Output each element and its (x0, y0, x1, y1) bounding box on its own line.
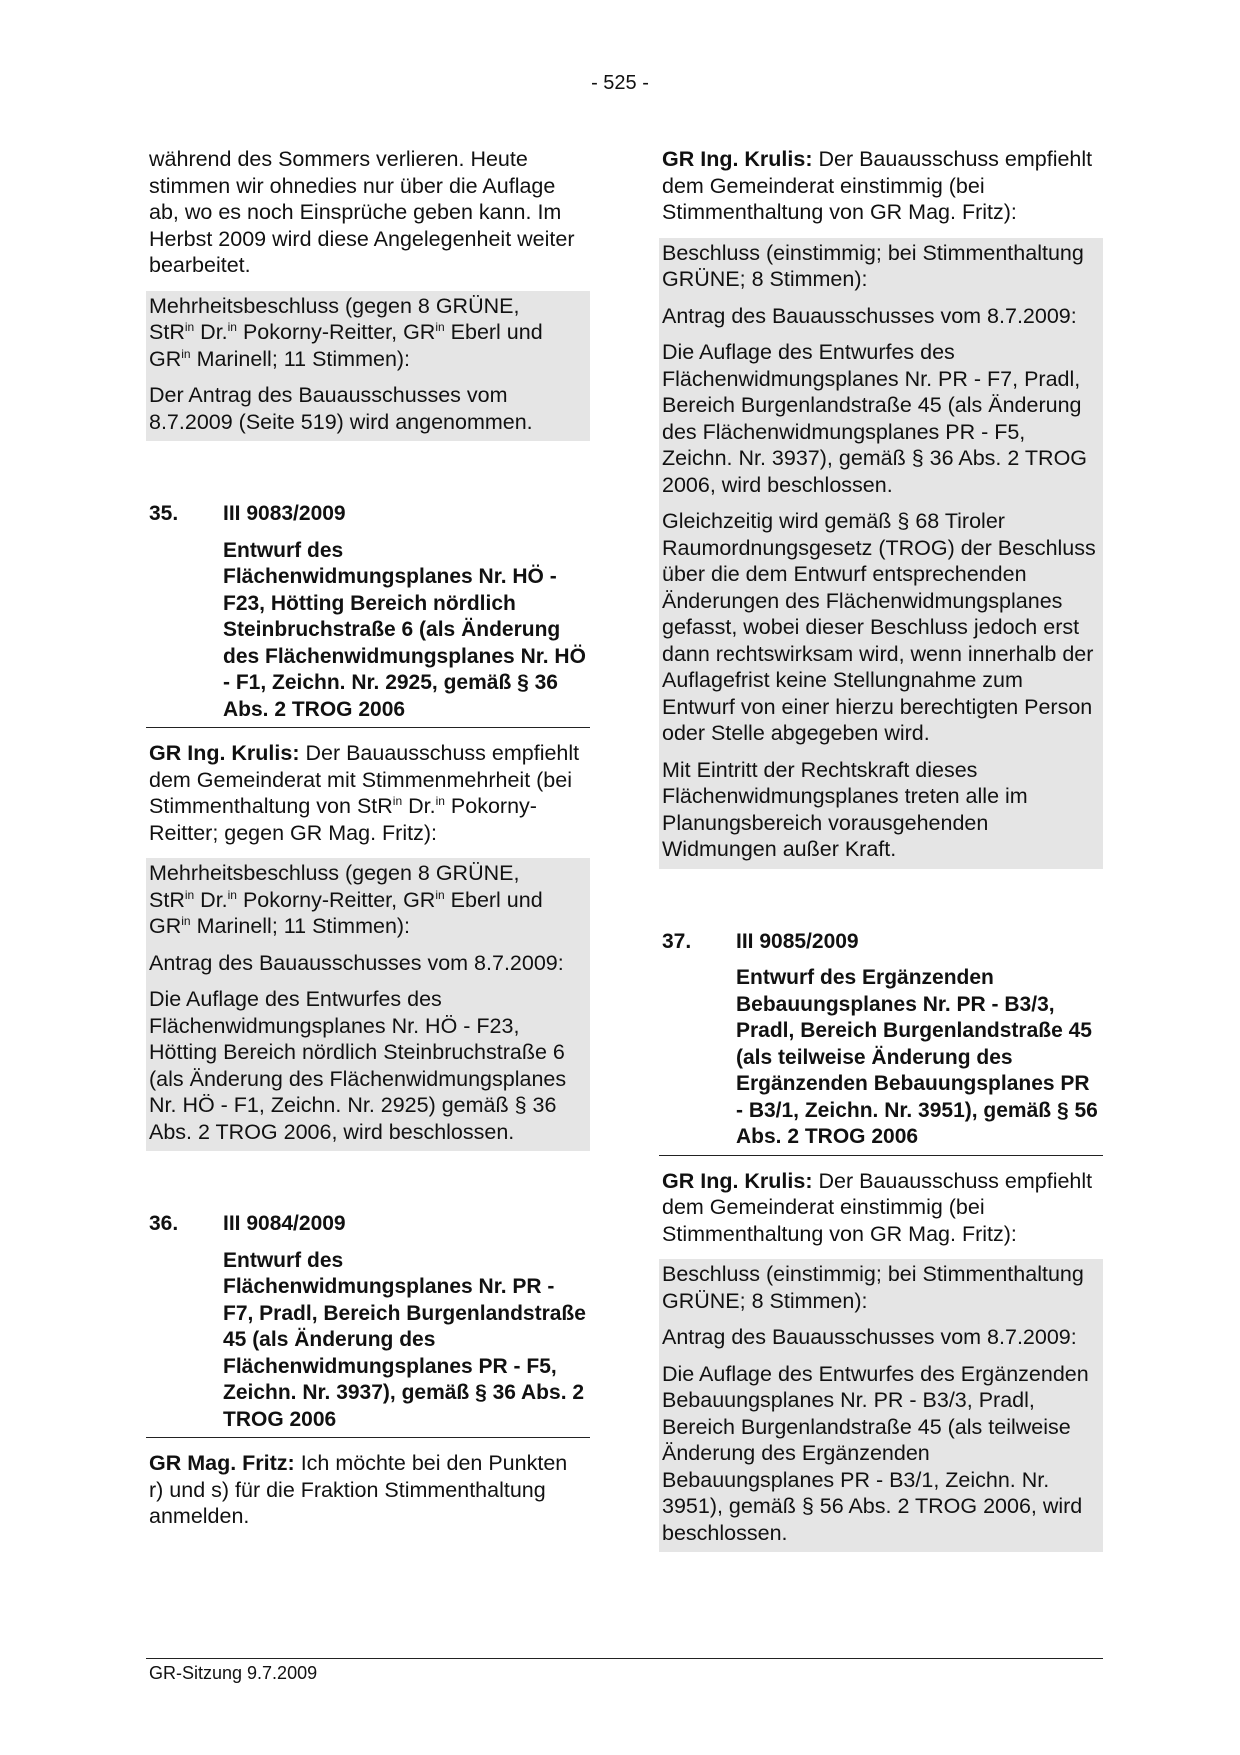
item-reference: III 9084/2009 (223, 1212, 346, 1235)
page-number: - 525 - (591, 72, 649, 94)
speaker-name: GR Mag. Fritz: (149, 1451, 295, 1475)
resolution-block (659, 1259, 1103, 1552)
decision-text: Die Auflage des Entwurfes des Ergänzenden Bebauungsplanes Nr. PR - B3/3, Pradl, Bereich Burgenlandstraße 45 (als teilweise Änderung des Ergänzenden Bebauungsplanes PR - B3/1, Zeichn. Nr. 3951), gemäß § 56 Abs. 2 TROG 2006, wird beschlossen. (662, 1361, 1089, 1545)
motion-text: Antrag des Bauausschusses vom 8.7.2009: (149, 950, 564, 975)
intro-paragraph: während des Sommers verlieren. Heute stimmen wir ohnedies nur über die Auflage ab, wo es noch Einsprüche geben kann. Im Herbst 2009 wird diese Angelegenheit weiter bearbeitet. (149, 147, 575, 277)
resolution-block (146, 858, 590, 1151)
speaker-name: GR Ing. Krulis: (662, 1168, 813, 1193)
item-number: 36. (149, 1212, 179, 1235)
item-title: Entwurf des Flächenwidmungsplanes Nr. HÖ - F23, Hötting Bereich nördlich Steinbruchstraße 6 (als Änderung des Flächenwidmungsplanes Nr. HÖ - F1, Zeichn. Nr. 2925, gemäß § 36 Abs. 2 TROG 2006 (146, 538, 590, 729)
speech-paragraph: GR Ing. Krulis: Der Bauausschuss empfiehlt dem Gemeinderat einstimmig (bei Stimmenthaltung von GR Mag. Fritz): (662, 147, 1093, 224)
item-title: Entwurf des Flächenwidmungsplanes Nr. PR - F7, Pradl, Bereich Burgenlandstraße 45 (als Änderung des Flächenwidmungsplanes PR - F5, Zeichn. Nr. 3937), gemäß § 36 Abs. 2 TROG 2006 (146, 1248, 590, 1439)
resolution-text: Der Antrag des Bauausschusses vom 8.7.2009 (Seite 519) wird angenommen. (149, 383, 533, 434)
speaker-name: GR Ing. Krulis: (662, 147, 813, 171)
left-column (146, 146, 590, 1542)
item-title: Entwurf des Ergänzenden Bebauungsplanes Nr. PR - B3/3, Pradl, Bereich Burgenlandstraße 45 (als teilweise Änderung des Ergänzenden Bebauungsplanes PR - B3/1, Zeichn. Nr. 3951), gemäß § 56 Abs. 2 TROG 2006 (659, 965, 1103, 1156)
item-number: 35. (149, 502, 179, 525)
motion-text: Antrag des Bauausschusses vom 8.7.2009: (662, 303, 1077, 328)
resolution-block (659, 238, 1103, 869)
decision-text: Die Auflage des Entwurfes des Flächenwidmungsplanes Nr. PR - F7, Pradl, Bereich Burgenlandstraße 45 (als Änderung des Flächenwidmungsplanes PR - F5, Zeichn. Nr. 3937), gemäß § 36 Abs. 2 TROG 2006, wird beschlossen. (662, 340, 1088, 497)
speaker-name: GR Ing. Krulis: (149, 741, 300, 765)
resolution-block-1 (146, 291, 590, 442)
footer-text: GR-Sitzung 9.7.2009 (149, 1663, 318, 1683)
speech-paragraph: GR Ing. Krulis: Der Bauausschuss empfiehlt dem Gemeinderat einstimmig (bei Stimmenthaltung von GR Mag. Fritz): (662, 1168, 1093, 1246)
decision-text-2: Gleichzeitig wird gemäß § 68 Tiroler Raumordnungsgesetz (TROG) der Beschluss über die dem Entwurf entsprechenden Änderungen des Flächenwidmungsplanes gefasst, wobei dieser Beschluss jedoch erst dann rechtswirksam wird, wenn innerhalb der Auflagefrist keine Stellungnahme zum Entwurf von einer hierzu berechtigten Person oder Stelle abgegeben wird. (662, 509, 1096, 745)
decision-text: Die Auflage des Entwurfes des Flächenwidmungsplanes Nr. HÖ - F23, Hötting Bereich nördlich Steinbruchstraße 6 (als Änderung des Flächenwidmungsplanes Nr. HÖ - F1, Zeichn. Nr. 2925) gemäß § 36 Abs. 2 TROG 2006, wird beschlossen. (149, 987, 567, 1144)
footer-divider (146, 1658, 1103, 1659)
agenda-item-37 (659, 929, 1103, 1553)
resolution-heading: Mehrheitsbeschluss (gegen 8 GRÜNE, StR$^{in}$ Dr.$^{in}$ Pokorny-Reitter, $GR^{in}$ Eberl und $GR^{in}$ Marinell; 11 Stimmen): (149, 861, 543, 938)
decision-text-3: Mit Eintritt der Rechtskraft dieses Flächenwidmungsplanes treten alle im Planungsbereich vorausgehenden Widmungen außer Kraft. (662, 757, 1028, 861)
resolution-heading: Mehrheitsbeschluss (gegen 8 GRÜNE, StR$^{in}$ Dr.$^{in}$ Pokorny-Reitter, $GR^{in}$ Eberl und $GR^{in}$ Marinell; 11 Stimmen): (149, 293, 543, 371)
resolution-heading: Beschluss (einstimmig; bei Stimmenthaltung GRÜNE; 8 Stimmen): (662, 240, 1084, 291)
item-reference: III 9083/2009 (223, 502, 346, 525)
motion-text: Antrag des Bauausschusses vom 8.7.2009: (662, 1325, 1077, 1349)
speech-paragraph: GR Ing. Krulis: Der Bauausschuss empfiehlt dem Gemeinderat mit Stimmenmehrheit (bei Stimmenthaltung von StR$^{in}$ Dr.$^{in}$ Pokorny-Reitter; gegen GR Mag. Fritz): (149, 741, 580, 845)
item-reference: III 9085/2009 (736, 929, 859, 953)
item-number: 37. (662, 929, 692, 953)
resolution-heading: Beschluss (einstimmig; bei Stimmenthaltung GRÜNE; 8 Stimmen): (662, 1262, 1084, 1313)
speech-paragraph: GR Mag. Fritz: Ich möchte bei den Punkten r) und s) für die Fraktion Stimmenthaltung anmelden. (149, 1451, 568, 1528)
agenda-item-35 (146, 501, 590, 1151)
right-column (659, 146, 1103, 1552)
agenda-item-36 (146, 1211, 590, 1530)
